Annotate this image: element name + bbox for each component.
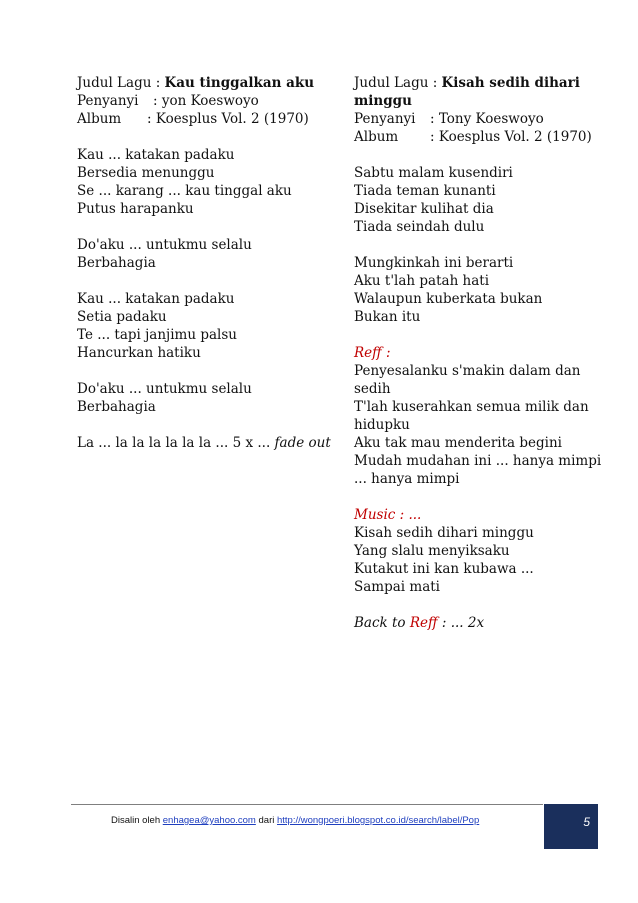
lyric-line: Sampai mati	[354, 579, 440, 595]
right-song-title-cont: minggu	[354, 93, 412, 109]
right-title-line	[354, 74, 604, 92]
footer-email-link[interactable]: enhagea@yahoo.com	[162, 815, 256, 826]
back-to-text: Back to	[354, 615, 410, 631]
left-album-line	[77, 110, 332, 128]
lyric-line: Setia padaku	[77, 309, 167, 325]
lyric-line: Kisah sedih dihari minggu	[354, 525, 534, 541]
lyric-line: Hancurkan hatiku	[77, 345, 201, 361]
lyric-line: Se ... karang ... kau tinggal aku	[77, 183, 292, 199]
right-song-title: Kisah sedih dihari	[441, 75, 580, 91]
page-number: 5	[583, 815, 590, 829]
footer-middle: dari	[255, 815, 277, 826]
reff-label: Reff :	[354, 345, 391, 361]
left-album-label: Album	[77, 111, 122, 127]
lyric-line: Mudah mudahan ini ... hanya mimpi	[354, 453, 602, 469]
right-singer-label: Penyanyi	[354, 111, 416, 127]
lyric-line: Do'aku ... untukmu selalu	[77, 381, 252, 397]
lyric-line: Te ... tapi janjimu palsu	[77, 327, 237, 343]
lyric-line: Tiada teman kunanti	[354, 183, 496, 199]
left-song-title: Kau tinggalkan aku	[164, 75, 315, 91]
right-album-label: Album	[354, 129, 399, 145]
footer-url-link[interactable]: http://wongpoeri.blogspot.co.id/search/label/Pop	[276, 815, 480, 826]
lyric-line: T'lah kuserahkan semua milik dan	[354, 399, 589, 415]
right-album-line	[354, 128, 604, 146]
right-title-label: Judul Lagu :	[354, 75, 442, 91]
lyric-line: Putus harapanku	[77, 201, 194, 217]
music-label: Music : ...	[354, 507, 422, 523]
outro-line	[77, 434, 332, 452]
back-to-reff-line	[354, 614, 604, 632]
back-reff-text: Reff	[409, 615, 438, 631]
left-singer-line	[77, 92, 332, 110]
lyric-line: Walaupun kuberkata bukan	[354, 291, 543, 307]
footer-prefix: Disalin oleh	[111, 815, 163, 826]
right-song	[354, 74, 604, 632]
right-singer-line	[354, 110, 604, 128]
right-album: : Koesplus Vol. 2 (1970)	[430, 129, 592, 145]
lyric-line: Yang slalu menyiksaku	[354, 543, 510, 559]
left-title-label: Judul Lagu :	[77, 75, 165, 91]
lyric-line: sedih	[354, 381, 391, 397]
footer-divider	[71, 804, 543, 805]
right-singer: : Tony Koeswoyo	[430, 111, 544, 127]
lyric-line: Tiada seindah dulu	[354, 219, 485, 235]
left-title-line	[77, 74, 332, 92]
left-song	[77, 74, 332, 452]
lyric-line: ... hanya mimpi	[354, 471, 460, 487]
fade-out-text: fade out	[274, 435, 331, 451]
lyric-line: Kutakut ini kan kubawa ...	[354, 561, 534, 577]
lyric-line: Aku t'lah patah hati	[354, 273, 490, 289]
lyric-line: Do'aku ... untukmu selalu	[77, 237, 252, 253]
lyric-line: Penyesalanku s'makin dalam dan	[354, 363, 581, 379]
lyric-line: Kau ... katakan padaku	[77, 147, 235, 163]
lyric-line: Berbahagia	[77, 399, 156, 415]
left-singer-label: Penyanyi	[77, 93, 139, 109]
lyric-line: Aku tak mau menderita begini	[354, 435, 562, 451]
lyric-line: Sabtu malam kusendiri	[354, 165, 513, 181]
lyric-line: Berbahagia	[77, 255, 156, 271]
lyric-line: Kau ... katakan padaku	[77, 291, 235, 307]
footer	[111, 815, 479, 826]
left-album: : Koesplus Vol. 2 (1970)	[147, 111, 309, 127]
lyric-line: Bersedia menunggu	[77, 165, 215, 181]
lyric-line: Mungkinkah ini berarti	[354, 255, 514, 271]
page-number-box	[544, 804, 598, 849]
lyric-line: Bukan itu	[354, 309, 421, 325]
outro-text: La ... la la la la la la ... 5 x ...	[77, 435, 275, 451]
lyric-line: hidupku	[354, 417, 410, 433]
left-singer: : yon Koeswoyo	[153, 93, 259, 109]
lyric-line: Disekitar kulihat dia	[354, 201, 494, 217]
back-suffix-text: : ... 2x	[437, 615, 485, 631]
